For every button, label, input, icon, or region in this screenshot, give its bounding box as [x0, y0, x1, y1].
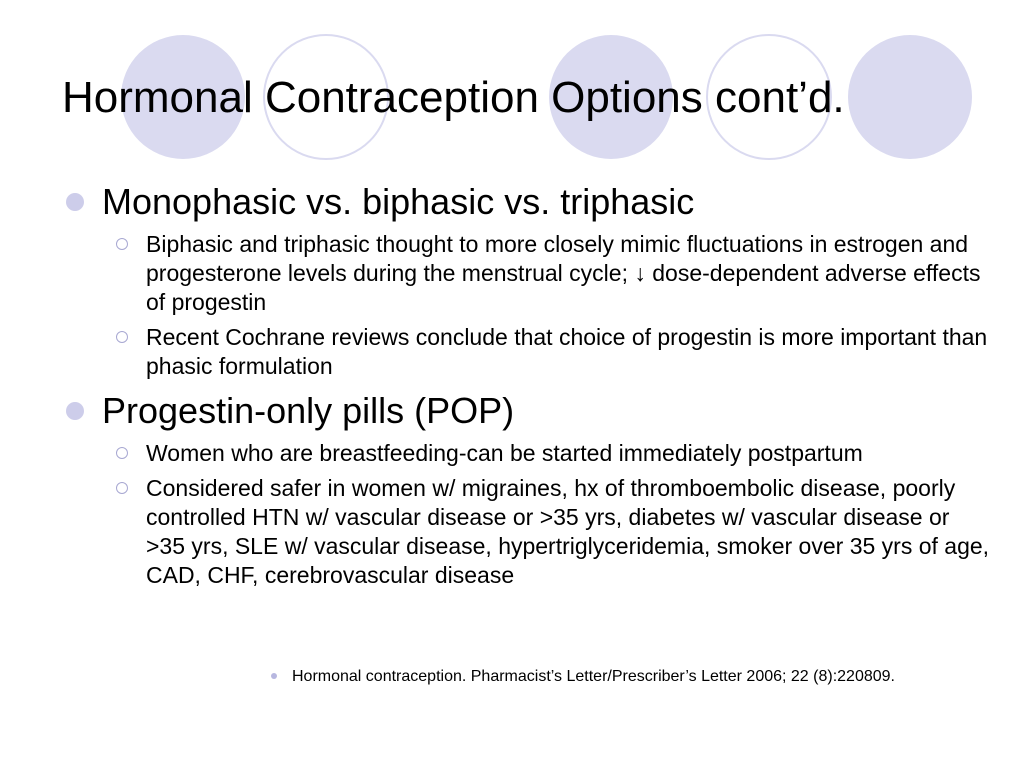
sub-bullet-cochrane	[0, 323, 1024, 381]
slide-body	[0, 180, 1024, 596]
bullet-progestin-only	[0, 389, 1024, 433]
sub-bullet-breastfeeding	[0, 439, 1024, 468]
sub-bullet-text: Women who are breastfeeding-can be started immediately postpartum	[146, 440, 863, 466]
sub-bullet-text: Recent Cochrane reviews conclude that choice of progestin is more important than phasic formulation	[146, 324, 988, 379]
hollow-circle-bullet-icon	[116, 482, 128, 494]
small-dot-bullet-icon	[271, 673, 277, 679]
sub-bullet-text: Considered safer in women w/ migraines, hx of thromboembolic disease, poorly controlled HTN w/ vascular disease or >35 yrs, diabetes w/ vascular disease or >35 yrs, SLE w/ vascular disease, hypertriglyceridemia, smoker over 35 yrs of age, CAD, CHF, cerebrovascular disease	[146, 475, 990, 588]
reference-text: Hormonal contraception. Pharmacist’s Letter/Prescriber’s Letter 2006; 22 (8):220809.	[292, 668, 895, 685]
bullet-dot-icon	[66, 193, 84, 211]
bullet-text: Monophasic vs. biphasic vs. triphasic	[102, 181, 695, 222]
sub-bullet-text: Biphasic and triphasic thought to more closely mimic fluctuations in estrogen and progesterone levels during the menstrual cycle; ↓ dose-dependent adverse effects of progestin	[146, 231, 981, 315]
reference-citation	[292, 666, 982, 687]
bullet-monophasic	[0, 180, 1024, 224]
bullet-text: Progestin-only pills (POP)	[102, 390, 515, 431]
hollow-circle-bullet-icon	[116, 331, 128, 343]
slide-title: Hormonal Contraception Options cont’d.	[62, 73, 845, 122]
sub-bullet-considered-safer	[0, 474, 1024, 590]
sub-bullet-biphasic-triphasic	[0, 230, 1024, 317]
bullet-dot-icon	[66, 402, 84, 420]
circle-filled-3	[848, 35, 972, 159]
hollow-circle-bullet-icon	[116, 447, 128, 459]
hollow-circle-bullet-icon	[116, 238, 128, 250]
